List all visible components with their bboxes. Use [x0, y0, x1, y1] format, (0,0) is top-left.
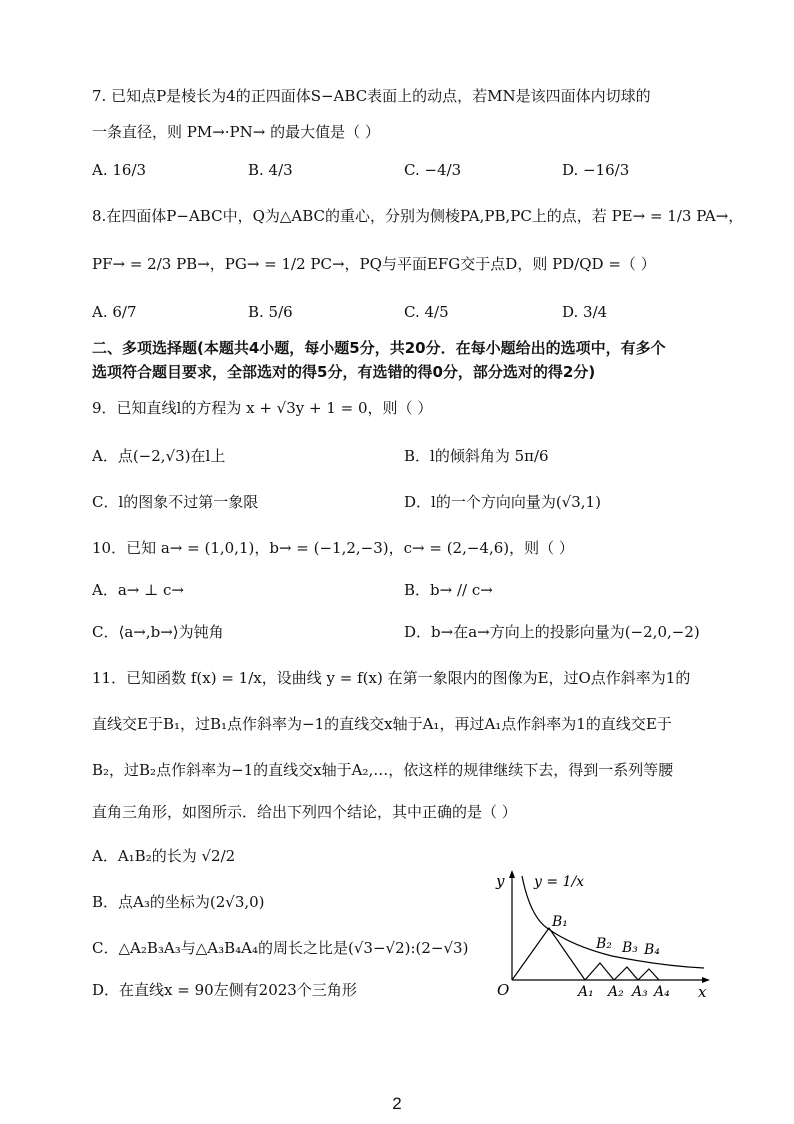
curve-label: y = 1/x [534, 874, 585, 890]
triangle-2 [585, 963, 614, 980]
page-number: 2 [392, 1094, 402, 1113]
label-b4: B₄ [644, 942, 660, 958]
q10-option-a: A．a→ ⊥ c→ [92, 581, 184, 599]
q7-option-a: A. 16/3 [92, 161, 147, 179]
q9-option-d: D．l的一个方向向量为(√3,1) [404, 493, 601, 511]
q7-option-b: B. 4/3 [248, 161, 293, 179]
y-axis-arrow [509, 870, 515, 878]
q11-line2: 直线交E于B₁，过B₁点作斜率为−1的直线交x轴于A₁，再过A₁点作斜率为1的直线交E于 [92, 715, 672, 733]
q11-figure [492, 868, 712, 998]
q7-line2: 一条直径，则 PM→·PN→ 的最大值是（ ） [92, 123, 380, 141]
q10-option-b: B．b→ // c→ [404, 581, 493, 599]
q7-option-c: C. −4/3 [404, 161, 462, 179]
q10-stem: 10．已知 a→ = (1,0,1)，b→ = (−1,2,−3)，c→ = (2,−4,6)，则（ ） [92, 539, 574, 557]
label-a1: A₁ [578, 984, 594, 998]
q10-option-c: C．⟨a→,b→⟩为钝角 [92, 623, 224, 641]
label-b2: B₂ [596, 936, 612, 952]
q11-option-b: B．点A₃的坐标为(2√3,0) [92, 893, 265, 911]
q9-option-b: B．l的倾斜角为 5π/6 [404, 447, 549, 465]
section2-line1: 二、多项选择题(本题共4小题，每小题5分，共20分．在每小题给出的选项中，有多个 [92, 339, 666, 357]
section2-line2: 选项符合题目要求，全部选对的得5分，有选错的得0分，部分选对的得2分) [92, 363, 596, 381]
q9-option-a: A．点(−2,√3)在l上 [92, 447, 226, 465]
q11-option-a: A．A₁B₂的长为 √2/2 [92, 847, 236, 865]
label-a2: A₂ [608, 984, 624, 998]
triangle-1 [512, 928, 585, 980]
q8-option-d: D. 3/4 [562, 303, 608, 321]
q10-option-d: D．b→在a→方向上的投影向量为(−2,0,−2) [404, 623, 700, 641]
q11-option-d: D．在直线x = 90左侧有2023个三角形 [92, 981, 357, 999]
q11-line4: 直角三角形，如图所示．给出下列四个结论，其中正确的是（ ） [92, 803, 517, 821]
q11-option-c: C．△A₂B₃A₃与△A₃B₄A₄的周长之比是(√3−√2):(2−√3) [92, 939, 469, 957]
q8-option-b: B. 5/6 [248, 303, 293, 321]
axis-x-label: x [698, 983, 707, 998]
axis-y-label: y [496, 872, 505, 890]
triangle-4 [638, 969, 659, 980]
q9-stem: 9．已知直线l的方程为 x + √3y + 1 = 0，则（ ） [92, 399, 433, 417]
q9-option-c: C．l的图象不过第一象限 [92, 493, 259, 511]
label-b1: B₁ [552, 914, 568, 930]
q11-line3: B₂，过B₂点作斜率为−1的直线交x轴于A₂,…，依这样的规律继续下去，得到一系列等腰 [92, 761, 674, 779]
label-a3: A₃ [632, 984, 648, 998]
label-b3: B₃ [622, 940, 638, 956]
q8-option-a: A. 6/7 [92, 303, 137, 321]
q8-option-c: C. 4/5 [404, 303, 449, 321]
triangle-3 [614, 967, 638, 980]
origin-label: O [497, 981, 510, 998]
q7-option-d: D. −16/3 [562, 161, 630, 179]
label-a4: A₄ [654, 984, 670, 998]
q11-line1: 11．已知函数 f(x) = 1/x，设曲线 y = f(x) 在第一象限内的图像为E，过O点作斜率为1的 [92, 669, 691, 687]
q8-line1: 8.在四面体P−ABC中，Q为△ABC的重心，分别为侧棱PA,PB,PC上的点，若 PE→ = 1/3 PA→， [92, 207, 744, 225]
q7-line1: 7. 已知点P是棱长为4的正四面体S−ABC表面上的动点，若MN是该四面体内切球的 [92, 87, 651, 105]
q8-line2: PF→ = 2/3 PB→，PG→ = 1/2 PC→，PQ与平面EFG交于点D，则 PD/QD =（ ） [92, 255, 656, 273]
